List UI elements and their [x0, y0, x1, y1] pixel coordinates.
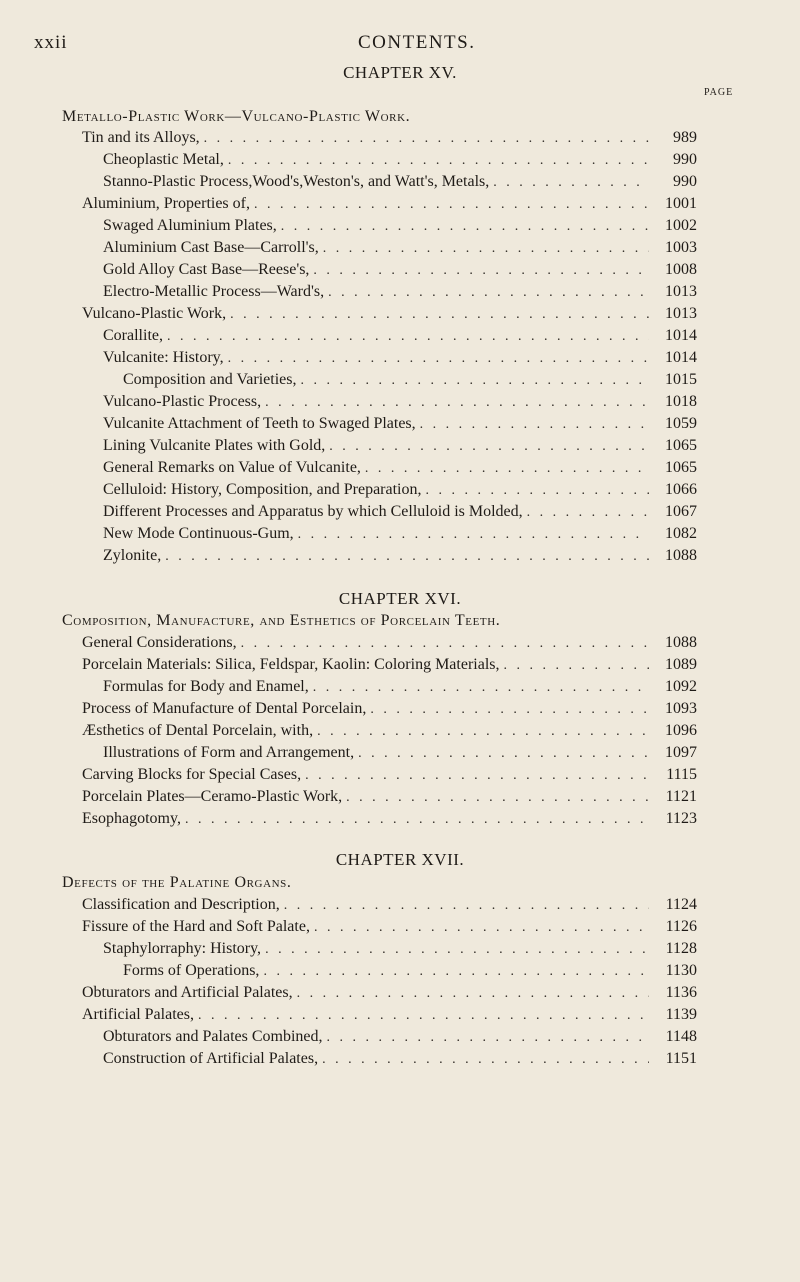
toc-entry: [82, 305, 697, 327]
entry-title: Vulcano-Plastic Process,: [103, 393, 262, 410]
entry-page: 1003: [665, 239, 697, 256]
toc-entry: [103, 503, 697, 525]
entry-page: 1082: [665, 525, 697, 542]
entry-title: Porcelain Materials: Silica, Feldspar, Kaolin: Coloring Materials,: [82, 656, 500, 673]
toc-entry: [103, 415, 697, 437]
entry-title: Fissure of the Hard and Soft Palate,: [82, 918, 310, 935]
toc-entry: [103, 940, 697, 962]
toc-entry: [82, 195, 697, 217]
toc-entry: [103, 217, 697, 239]
entry-title: Esophagotomy,: [82, 810, 181, 827]
toc-entry: [103, 459, 697, 481]
toc-entry: [103, 239, 697, 261]
entry-page: 1014: [665, 349, 697, 366]
toc-entry: [103, 1050, 697, 1072]
entry-title: Artificial Palates,: [82, 1006, 194, 1023]
toc-entry: [103, 283, 697, 305]
entry-page: 1115: [666, 766, 697, 783]
entry-page: 1148: [665, 1028, 697, 1045]
toc-entry: [103, 481, 697, 503]
entry-title: Different Processes and Apparatus by which Celluloid is Molded,: [103, 503, 523, 520]
entry-title: Electro-Metallic Process—Ward's,: [103, 283, 325, 300]
toc-entry: [82, 700, 697, 722]
entry-title: Gold Alloy Cast Base—Reese's,: [103, 261, 310, 278]
toc-entry: [103, 525, 697, 547]
toc-entry: [103, 744, 697, 766]
entry-page: 1130: [665, 962, 697, 979]
entry-title: Obturators and Artificial Palates,: [82, 984, 293, 1001]
entry-title: Construction of Artificial Palates,: [103, 1050, 319, 1067]
entry-page: 1059: [665, 415, 697, 432]
chapter-heading: CHAPTER XV.: [343, 63, 457, 82]
entry-title: Æsthetics of Dental Porcelain, with,: [82, 722, 314, 739]
toc-entry: [82, 788, 697, 810]
entry-page: 1128: [665, 940, 697, 957]
entry-title: Obturators and Palates Combined,: [103, 1028, 323, 1045]
entry-page: 1088: [665, 634, 697, 651]
entry-page: 990: [673, 151, 697, 168]
entry-title: Corallite,: [103, 327, 163, 344]
page-number: xxii: [34, 32, 68, 53]
entry-page: 1001: [665, 195, 697, 212]
toc-entry: [82, 722, 697, 744]
entry-page: 1092: [665, 678, 697, 695]
toc-entry: [103, 349, 697, 371]
toc-entry: [103, 678, 697, 700]
entry-title: Forms of Operations,: [123, 962, 260, 979]
entry-title: Staphylorraphy: History,: [103, 940, 262, 957]
entry-title: Aluminium Cast Base—Carroll's,: [103, 239, 319, 256]
toc-entry: [82, 984, 697, 1006]
entry-title: Zylonite,: [103, 547, 162, 564]
toc-entry: [103, 261, 697, 283]
entry-page: 1151: [665, 1050, 697, 1067]
entry-page: 1066: [665, 481, 697, 498]
entry-page: 1018: [665, 393, 697, 410]
entry-page: 1065: [665, 459, 697, 476]
entry-title: Lining Vulcanite Plates with Gold,: [103, 437, 326, 454]
chapter-heading: CHAPTER XVII.: [335, 850, 465, 869]
toc-entry: [82, 656, 697, 678]
toc-entry: [82, 766, 697, 788]
entry-title: Vulcanite: History,: [103, 349, 224, 366]
toc-entry: [123, 371, 697, 393]
entry-title: Vulcanite Attachment of Teeth to Swaged Plates,: [103, 415, 416, 432]
entry-page: 1121: [665, 788, 697, 805]
entry-page: 1126: [665, 918, 697, 935]
entry-title: Cheoplastic Metal,: [103, 151, 224, 168]
entry-title: Classification and Description,: [82, 896, 280, 913]
section-heading: Metallo-Plastic Work—Vulcano-Plastic Work.: [62, 108, 411, 125]
entry-page: 1124: [665, 896, 697, 913]
running-title: CONTENTS.: [358, 32, 476, 53]
section-heading: Defects of the Palatine Organs.: [62, 874, 292, 891]
entry-page: 1123: [665, 810, 697, 827]
toc-entry: [103, 547, 697, 569]
entry-page: 1013: [665, 283, 697, 300]
section-heading: Composition, Manufacture, and Esthetics of Porcelain Teeth.: [62, 612, 501, 629]
entry-page: 1088: [665, 547, 697, 564]
toc-entry: [103, 173, 697, 195]
entry-page: 1139: [665, 1006, 697, 1023]
entry-title: Aluminium, Properties of,: [82, 195, 250, 212]
entry-page: 1013: [665, 305, 697, 322]
entry-page: 1093: [665, 700, 697, 717]
entry-page: 1096: [665, 722, 697, 739]
entry-page: 1097: [665, 744, 697, 761]
entry-title: New Mode Continuous-Gum,: [103, 525, 294, 542]
toc-entry: [82, 918, 697, 940]
entry-title: Porcelain Plates—Ceramo-Plastic Work,: [82, 788, 343, 805]
toc-entry: [82, 810, 697, 832]
toc-entry: [82, 129, 697, 151]
entry-title: Vulcano-Plastic Work,: [82, 305, 227, 322]
toc-entry: [82, 634, 697, 656]
entry-page: 989: [673, 129, 697, 146]
entry-title: Process of Manufacture of Dental Porcelain,: [82, 700, 367, 717]
entry-title: Celluloid: History, Composition, and Preparation,: [103, 481, 422, 498]
toc-entry: [103, 151, 697, 173]
entry-page: 1065: [665, 437, 697, 454]
entry-page: 1002: [665, 217, 697, 234]
entry-page: 1015: [665, 371, 697, 388]
entry-title: Formulas for Body and Enamel,: [103, 678, 309, 695]
entry-title: Tin and its Alloys,: [82, 129, 200, 146]
entry-page: 990: [673, 173, 697, 190]
toc-entry: [103, 393, 697, 415]
entry-page: 1014: [665, 327, 697, 344]
entry-title: General Considerations,: [82, 634, 237, 651]
toc-entry: [103, 437, 697, 459]
toc-entry: [82, 1006, 697, 1028]
entry-title: Carving Blocks for Special Cases,: [82, 766, 302, 783]
chapter-heading: CHAPTER XVI.: [338, 589, 462, 608]
running-head: [0, 22, 800, 52]
entry-title: Illustrations of Form and Arrangement,: [103, 744, 355, 761]
page-column-label: PAGE: [704, 87, 734, 98]
entry-title: General Remarks on Value of Vulcanite,: [103, 459, 361, 476]
entry-title: Swaged Aluminium Plates,: [103, 217, 277, 234]
entry-title: Composition and Varieties,: [123, 371, 297, 388]
entry-title: Stanno-Plastic Process,Wood's,Weston's, and Watt's, Metals,: [103, 173, 490, 190]
entry-page: 1008: [665, 261, 697, 278]
toc-entry: [82, 896, 697, 918]
toc-entry: [103, 1028, 697, 1050]
entry-page: 1089: [665, 656, 697, 673]
toc-entry: [123, 962, 697, 984]
entry-page: 1136: [665, 984, 697, 1001]
toc-entry: [103, 327, 697, 349]
entry-page: 1067: [665, 503, 697, 520]
